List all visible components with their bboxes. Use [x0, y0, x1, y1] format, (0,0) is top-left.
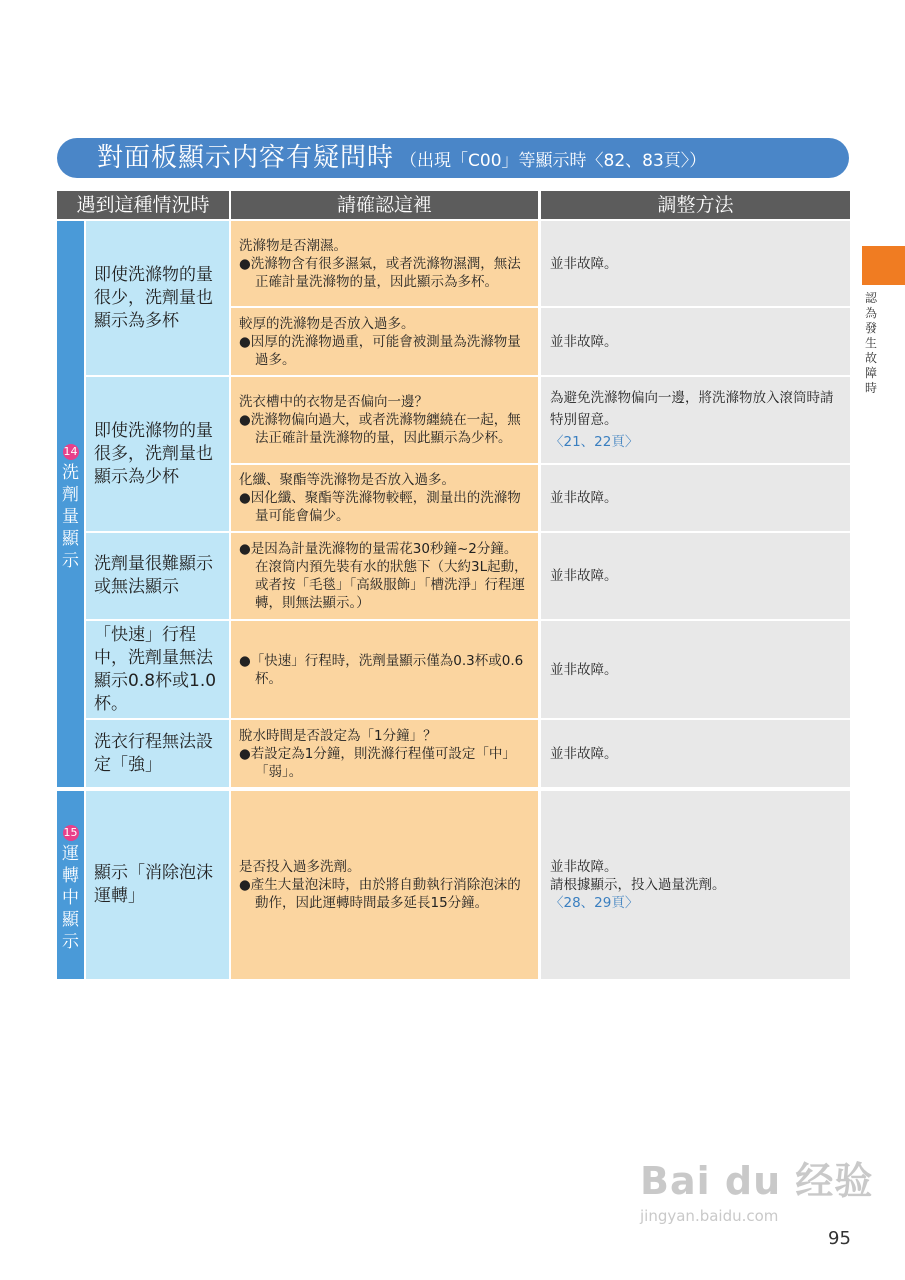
- section-title: 對面板顯示内容有疑問時: [97, 143, 395, 173]
- chapter-tab[interactable]: [862, 246, 905, 285]
- solution-cell: 並非故障。: [541, 533, 850, 619]
- situation-cell: 即使洗滌物的量很少，洗劑量也顯示為多杯: [86, 221, 229, 375]
- solution-cell: 並非故障。: [541, 221, 850, 306]
- solution-cell: 並非故障。: [541, 308, 850, 375]
- situation-cell: 即使洗滌物的量很多，洗劑量也顯示為少杯: [86, 377, 229, 531]
- page-reference-link[interactable]: 〈21、22頁〉: [550, 434, 639, 450]
- category-number-badge: 14: [63, 445, 78, 458]
- header-solution: 調整方法: [541, 191, 850, 219]
- situation-cell: 洗劑量很難顯示或無法顯示: [86, 533, 229, 619]
- check-cell: 較厚的洗滌物是否放入過多。 ●因厚的洗滌物過重，可能會被測量為洗滌物量過多。: [231, 308, 538, 375]
- solution-cell: 並非故障。 請根據顯示，投入過量洗劑。 〈28、29頁〉: [541, 791, 850, 979]
- page-reference-link[interactable]: 〈28、29頁〉: [550, 895, 639, 911]
- situation-cell: 顯示「消除泡沫運轉」: [86, 791, 229, 979]
- chapter-tab-label: 認為發生故障時: [864, 291, 877, 395]
- check-cell: 化纖、聚酯等洗滌物是否放入過多。 ●因化纖、聚酯等洗滌物較輕，測量出的洗滌物量可能會偏少。: [231, 465, 538, 531]
- section-title-bar: [57, 138, 849, 178]
- check-cell: 是否投入過多洗劑。 ●產生大量泡沫時，由於將自動執行消除泡沫的動作，因此運轉時間最多延長15分鐘。: [231, 791, 538, 979]
- situation-cell: 「快速」行程中，洗劑量無法顯示0.8杯或1.0杯。: [86, 621, 229, 718]
- solution-cell: 並非故障。: [541, 621, 850, 718]
- check-cell: 洗衣槽中的衣物是否偏向一邊？ ●洗滌物偏向過大，或者洗滌物纏繞在一起，無法正確計量洗滌物的量，因此顯示為少杯。: [231, 377, 538, 463]
- situation-cell: 洗衣行程無法設定「強」: [86, 720, 229, 787]
- solution-cell: 並非故障。: [541, 465, 850, 531]
- watermark: [640, 1150, 873, 1225]
- header-check: 請確認這裡: [231, 191, 538, 219]
- check-cell: 脫水時間是否設定為「1分鐘」？ ●若設定為1分鐘，則洗滌行程僅可設定「中」「弱」。: [231, 720, 538, 787]
- check-cell: 洗滌物是否潮濕。 ●洗滌物含有很多濕氣，或者洗滌物濕潤，無法正確計量洗滌物的量，因此顯示為多杯。: [231, 221, 538, 306]
- header-situation: 遇到這種情況時: [57, 191, 229, 219]
- check-cell: ●是因為計量洗滌物的量需花30秒鐘~2分鐘。在滾筒内預先裝有水的狀態下（大約3L起動，或者按「毛毯」「高級服飾」「槽洗淨」行程運轉，則無法顯示。）: [231, 533, 538, 619]
- check-cell: ●「快速」行程時，洗劑量顯示僅為0.3杯或0.6杯。: [231, 621, 538, 718]
- solution-cell: 為避免洗滌物偏向一邊，將洗滌物放入滾筒時請特別留意。 〈21、22頁〉: [541, 377, 850, 463]
- section-subtitle: （出現「C00」等顯示時〈82、83頁〉）: [400, 151, 707, 171]
- category-detergent-display: 14 洗 劑 量 顯 示: [57, 221, 84, 787]
- solution-cell: 並非故障。: [541, 720, 850, 787]
- category-number-badge: 15: [63, 826, 78, 839]
- category-operation-display: 15 運 轉 中 顯 示: [57, 791, 84, 979]
- watermark-logo: Bai du 经验: [640, 1159, 874, 1203]
- watermark-url: jingyan.baidu.com: [640, 1207, 779, 1225]
- page-number: 95: [828, 1228, 851, 1249]
